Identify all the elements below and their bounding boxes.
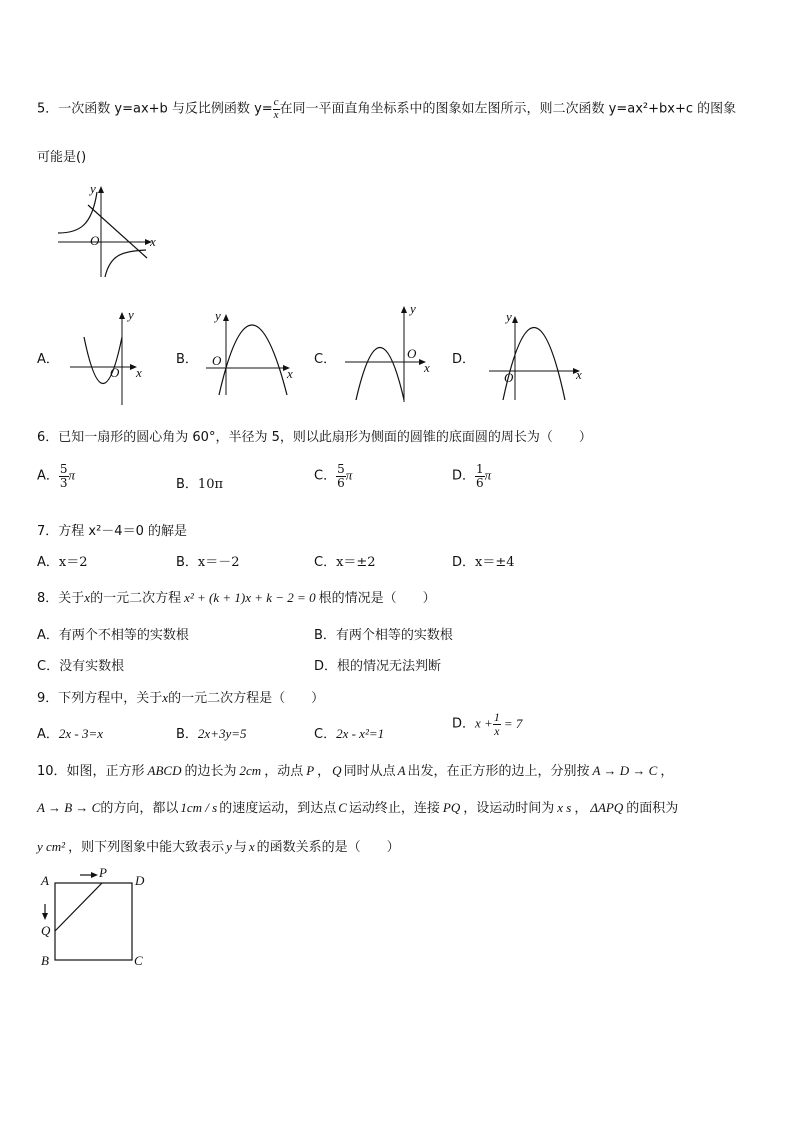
q7-option-a[interactable]: A．x＝2	[37, 555, 88, 570]
q5-d-x-label: x	[576, 367, 582, 382]
q5-d-origin: O	[504, 370, 514, 385]
q8-option-b[interactable]: B．有两个相等的实数根	[314, 628, 453, 643]
q5-b-y-label: y	[215, 308, 221, 323]
q6-option-a[interactable]: A． $\frac{5}{3}$ π	[37, 462, 76, 490]
q9-option-a[interactable]: A．2x - 3=x	[37, 726, 104, 742]
q7-option-b[interactable]: B．x＝－2	[176, 555, 240, 570]
q5-a-y-label: y	[128, 307, 134, 322]
q10-label-a: A	[41, 873, 49, 888]
q10-line1: 10．如图，正方形 ABCD 的边长为 2cm ，动点 P ， Q 同时从点 A 出发，在正方形的边上，分别按 A → D → C ，	[37, 763, 674, 779]
q10-arrow-p	[80, 872, 98, 878]
q10-segment-pq	[55, 883, 102, 931]
q10-label-q: Q	[41, 923, 51, 938]
q8-option-c[interactable]: C．没有实数根	[37, 659, 125, 674]
q10-label-p: P	[99, 865, 107, 880]
q5-b-origin: O	[212, 353, 222, 368]
q10-line3: y cm² ，则下列图象中能大致表示 y 与 x 的函数关系的是（ ）	[37, 839, 400, 855]
q10-arrow-q	[42, 904, 48, 920]
q5-ref-x-label: x	[150, 234, 156, 249]
q5-b-x-label: x	[287, 366, 293, 381]
q9-option-d[interactable]: D．x + $\frac{1}{x}$ = 7	[452, 710, 523, 738]
q5-option-a-label[interactable]: A．	[37, 352, 59, 367]
q5-option-b-label[interactable]: B．	[176, 352, 198, 367]
q10-label-d: D	[135, 873, 145, 888]
q10-square-abcd	[55, 883, 132, 960]
q9-stem: 9．下列方程中，关于x的一元二次方程是（ ）	[37, 690, 325, 706]
q7-stem: 7．方程 x²－4＝0 的解是	[37, 524, 187, 539]
q10-label-c: C	[134, 953, 143, 968]
q5-d-y-label: y	[506, 309, 512, 324]
q6-option-b[interactable]: B．10π	[176, 477, 224, 492]
q6-stem: 6．已知一扇形的圆心角为 60°，半径为 5，则以此扇形为侧面的圆锥的底面圆的周长为（ ）	[37, 430, 592, 445]
q5-option-c-label[interactable]: C．	[314, 352, 337, 367]
q5-c-x-label: x	[424, 360, 430, 375]
q8-option-d[interactable]: D．根的情况无法判断	[314, 659, 442, 674]
q6-option-c[interactable]: C． $\frac{5}{6}$ π	[314, 462, 353, 490]
q5-option-d-label[interactable]: D．	[452, 352, 476, 367]
q6-option-d[interactable]: D． $\frac{1}{6}$ π	[452, 462, 492, 490]
q8-stem: 8．关于x的一元二次方程 x² + (k + 1)x + k − 2 = 0 根的情况是（ ）	[37, 590, 436, 606]
q5-ref-origin: O	[90, 233, 100, 248]
q5-text-b: 在同一平面直角坐标系中的图象如左图所示，则二次函数 y=ax²+bx+c 的图象	[279, 101, 737, 117]
q5-number: 5．	[37, 101, 59, 117]
q10-label-b: B	[41, 953, 49, 968]
q5-a-x-label: x	[136, 365, 142, 380]
q8-option-a[interactable]: A．有两个不相等的实数根	[37, 628, 189, 643]
q7-option-d[interactable]: D．x＝±4	[452, 555, 515, 570]
q10-line2: A → B → C的方向，都以 1cm / s 的速度运动，到达点 C 运动终止，连接 PQ ，设运动时间为 x s ， ΔAPQ 的面积为	[37, 800, 679, 816]
q9-option-b[interactable]: B．2x+3y=5	[176, 726, 247, 742]
q8-equation: x² + (k + 1)x + k − 2 = 0	[184, 590, 316, 605]
q7-option-c[interactable]: C．x＝±2	[314, 555, 376, 570]
q5-c-y-label: y	[410, 301, 416, 316]
q5-ref-y-label: y	[90, 181, 96, 196]
q5-a-origin: O	[110, 365, 120, 380]
q5-line2: 可能是()	[37, 150, 87, 165]
q5-c-origin: O	[407, 346, 417, 361]
q9-option-c[interactable]: C．2x - x²=1	[314, 726, 385, 742]
q5-text-a: 一次函数 y=ax+b 与反比例函数 y=	[58, 101, 273, 117]
q5-fraction: $\frac{c}{x}$	[273, 96, 279, 121]
